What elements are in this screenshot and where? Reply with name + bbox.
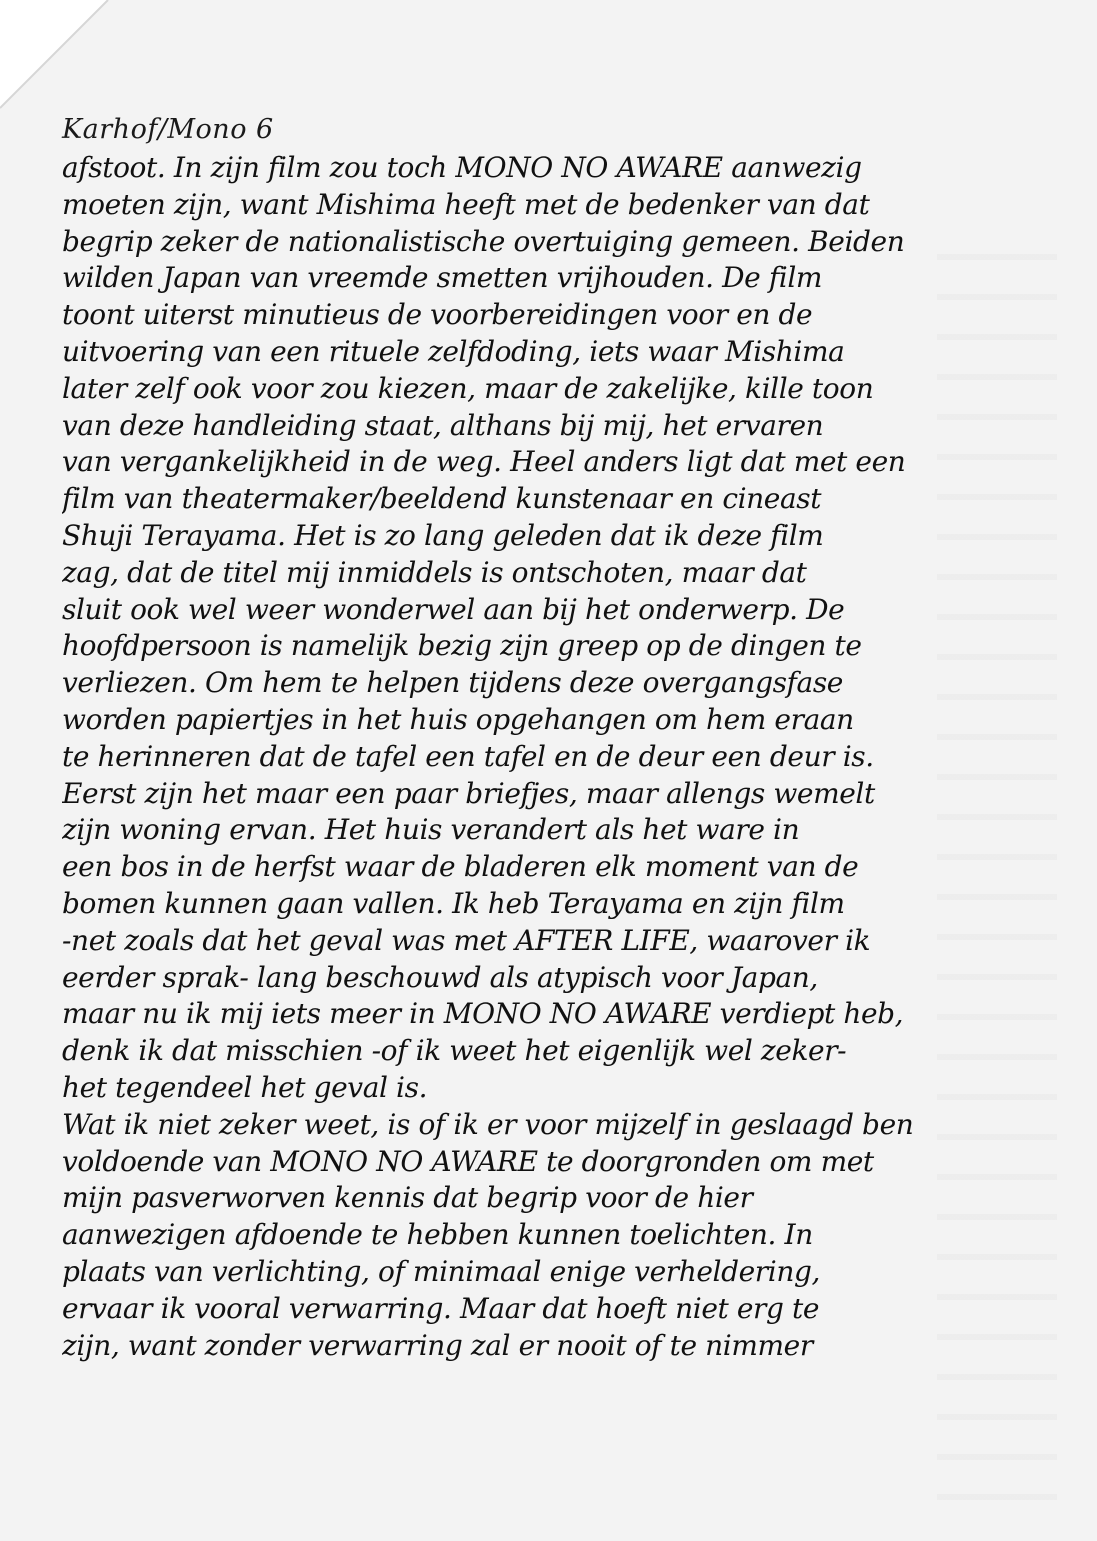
text-line: bomen kunnen gaan vallen. Ik heb Terayama en zijn film [62, 886, 845, 920]
text-line: aanwezigen afdoende te hebben kunnen toelichten. In [62, 1218, 813, 1252]
text-line: afstoot. In zijn film zou toch MONO NO AWARE aanwezig [62, 151, 862, 184]
text-line: van deze handleiding staat, althans bij mij, het ervaren [62, 408, 824, 442]
text-line: uitvoering van een rituele zelfdoding, iets waar Mishima [62, 334, 845, 368]
page-header: Karhof/Mono 6 [62, 114, 274, 145]
text-line: voldoende van MONO NO AWARE te doorgronden om met [62, 1144, 874, 1178]
text-line: toont uiterst minutieus de voorbereidingen voor en de [62, 298, 813, 332]
text-line: plaats van verlichting, of minimaal enige verheldering, [62, 1254, 820, 1288]
text-line: het tegendeel het geval is. [62, 1070, 428, 1104]
text-line: sluit ook wel weer wonderwel aan bij het onderwerp. De [62, 592, 845, 626]
text-line: mijn pasverworven kennis dat begrip voor de hier [62, 1181, 753, 1215]
text-line: eerder sprak- lang beschouwd als atypisch voor Japan, [62, 960, 818, 994]
text-line: film van theatermaker/beeldend kunstenaar en cineast [62, 482, 822, 516]
text-line: denk ik dat misschien -of ik weet het eigenlijk wel zeker- [62, 1034, 847, 1068]
text-line: zijn woning ervan. Het huis verandert als het ware in [62, 813, 800, 847]
text-line: hoofdpersoon is namelijk bezig zijn greep op de dingen te [62, 629, 862, 663]
text-line: van vergankelijkheid in de weg. Heel anders ligt dat met een [62, 445, 906, 479]
text-line: zijn, want zonder verwarring zal er nooit of te nimmer [62, 1328, 813, 1362]
text-line: een bos in de herfst waar de bladeren elk moment van de [62, 850, 859, 884]
text-line: zag, dat de titel mij inmiddels is ontschoten, maar dat [62, 555, 807, 589]
text-line: worden papiertjes in het huis opgehangen om hem eraan [62, 702, 854, 736]
text-line: begrip zeker de nationalistische overtuiging gemeen. Beiden [62, 224, 905, 258]
text-line: te herinneren dat de tafel een tafel en de deur een deur is. [62, 739, 874, 773]
text-line: verliezen. Om hem te helpen tijdens deze overgangsfase [62, 666, 843, 700]
text-line: Shuji Terayama. Het is zo lang geleden dat ik deze film [62, 518, 824, 552]
text-line: moeten zijn, want Mishima heeft met de bedenker van dat [62, 187, 870, 221]
text-line: wilden Japan van vreemde smetten vrijhouden. De film [62, 261, 823, 295]
text-line: Wat ik niet zeker weet, is of ik er voor mijzelf in geslaagd ben [62, 1107, 914, 1141]
text-line: Eerst zijn het maar een paar briefjes, maar allengs wemelt [62, 776, 875, 810]
handwritten-body [62, 150, 1037, 1364]
text-line: -net zoals dat het geval was met AFTER LIFE, waarover ik [62, 923, 871, 957]
text-line: ervaar ik vooral verwarring. Maar dat hoeft niet erg te [62, 1291, 820, 1325]
text-line: maar nu ik mij iets meer in MONO NO AWARE verdiept heb, [62, 997, 904, 1031]
text-line: later zelf ook voor zou kiezen, maar de zakelijke, kille toon [62, 371, 874, 405]
